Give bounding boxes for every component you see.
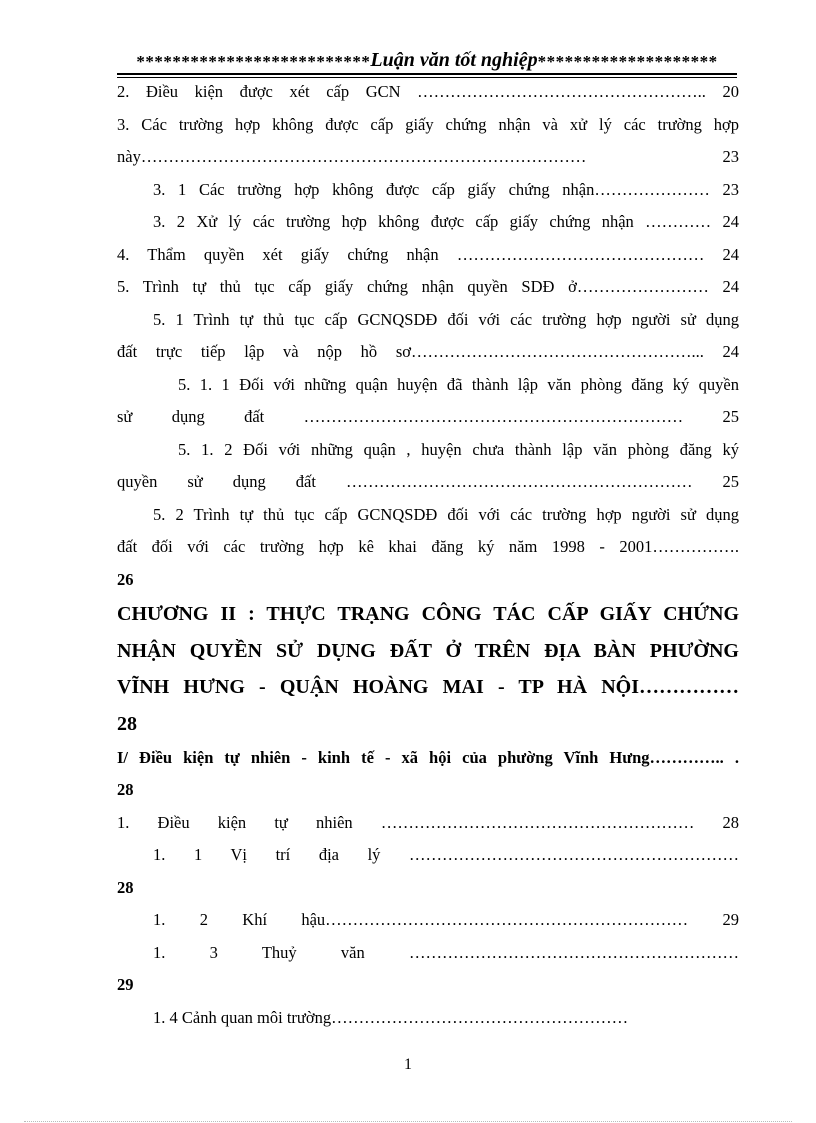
toc-page-number: 28 [117,877,134,897]
toc-entry: đất trực tiếp lập và nộp hồ sơ……………………………………………... 24 [117,342,739,361]
toc-entry: 5. 1 Trình tự thủ tục cấp GCNQSDĐ đối với các trường hợp người sử dụng [153,309,739,329]
header-rule-thick [117,73,737,75]
table-of-contents [117,76,739,1034]
chapter-heading: NHẬN QUYỀN SỬ DỤNG ĐẤT Ở TRÊN ĐỊA BÀN PHƯỜNG [117,639,739,662]
toc-entry: 1. 3 Thuỷ văn …………………………………………………… [153,942,739,962]
section-heading: I/ Điều kiện tự nhiên - kinh tế - xã hội của phường Vĩnh Hưng………….. . [117,747,739,767]
header-stars-right: ******************** [537,52,718,71]
page-bottom-border [24,1121,792,1122]
running-header [117,46,737,72]
toc-entry: 5. 1. 2 Đối với những quận , huyện chưa thành lập văn phòng đăng ký [178,439,739,459]
toc-entry: 5. Trình tự thủ tục cấp giấy chứng nhận quyền SDĐ ở…………………… 24 [117,277,739,296]
toc-entry: 4. Thẩm quyền xét giấy chứng nhận ……………………………………… 24 [117,244,739,264]
toc-page-number: 29 [117,975,134,994]
toc-page-number: 26 [117,569,134,589]
toc-entry: 5. 2 Trình tự thủ tục cấp GCNQSDĐ đối với các trường hợp người sử dụng [153,504,739,524]
toc-entry: quyền sử dụng đất ……………………………………………………… 25 [117,472,739,491]
toc-entry: 3. 2 Xử lý các trường hợp không được cấp giấy chứng nhận ………… 24 [153,212,739,231]
page-number: 1 [404,1056,412,1073]
toc-page-number: 28 [117,780,134,799]
chapter-heading: CHƯƠNG II : THỰC TRẠNG CÔNG TÁC CẤP GIẤY CHỨNG [117,603,739,625]
toc-entry: 2. Điều kiện được xét cấp GCN …………………………………………….. 20 [117,82,739,101]
toc-entry: 1. 1 Vị trí địa lý …………………………………………………… [153,845,739,864]
toc-entry: 3. 1 Các trường hợp không được cấp giấy chứng nhận………………… 23 [153,179,739,199]
toc-entry: đất đối với các trường hợp kê khai đăng ký năm 1998 - 2001……………. [117,537,739,556]
toc-entry: 1. 4 Cảnh quan môi trường……………………………………………… [153,1007,629,1027]
toc-entry: 1. 2 Khí hậu………………………………………………………… 29 [153,910,739,929]
toc-entry: 5. 1. 1 Đối với những quận huyện đã thành lập văn phòng đăng ký quyền [178,374,739,394]
toc-entry: sử dụng đất …………………………………………………………… 25 [117,407,739,426]
chapter-page-number: 28 [117,712,137,735]
toc-entry: này……………………………………………………………………… 23 [117,147,739,166]
header-title: Luận văn tốt nghiệp [370,49,538,71]
toc-entry: 1. Điều kiện tự nhiên ………………………………………………… 28 [117,812,739,832]
chapter-heading: VĨNH HƯNG - QUẬN HOÀNG MAI - TP HÀ NỘI…………… [117,676,739,698]
header-stars-left: ************************** [136,52,371,71]
toc-entry: 3. Các trường hợp không được cấp giấy chứng nhận và xử lý các trường hợp [117,114,739,134]
